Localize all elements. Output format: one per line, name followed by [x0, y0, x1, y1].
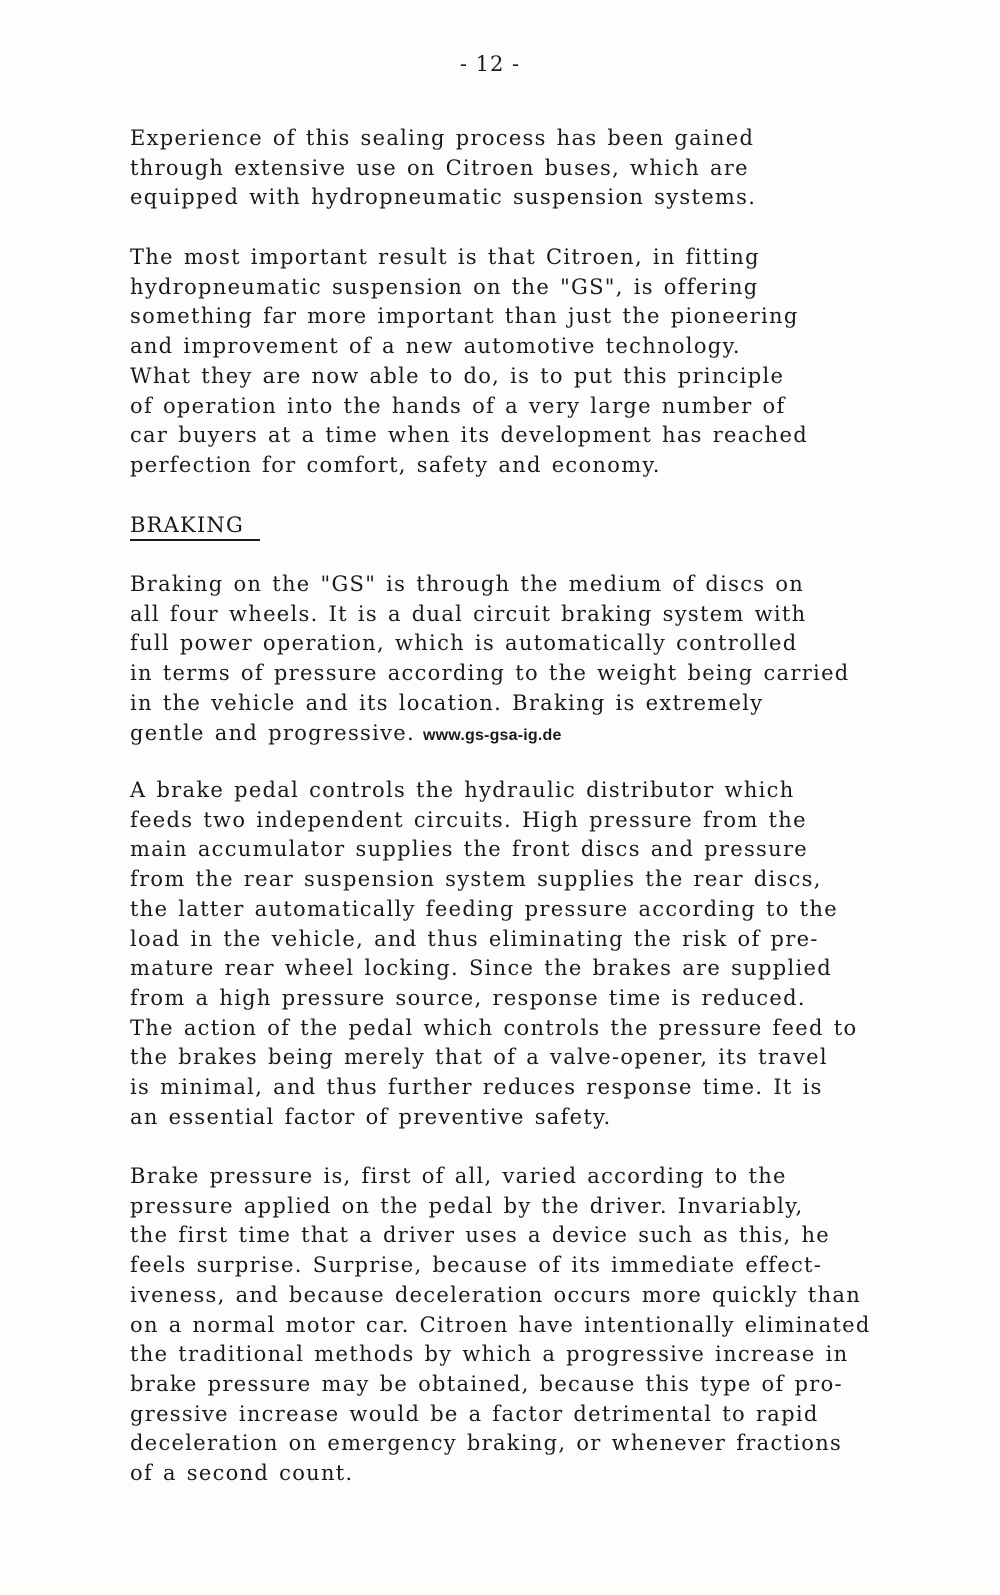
section-heading-braking: BRAKING [130, 513, 260, 541]
text-line: Brake pressure is, first of all, varied according to the [130, 1164, 787, 1188]
text-line: from a high pressure source, response time is reduced. [130, 985, 806, 1010]
text-line: Experience of this sealing process has been gained [130, 126, 755, 150]
text-line: is minimal, and thus further reduces response time. It is [130, 1075, 823, 1100]
text-line: the first time that a driver uses a device such as this, he [130, 1223, 831, 1248]
text-line: mature rear wheel locking. Since the brakes are supplied [130, 956, 832, 981]
text-line: hydropneumatic suspension on the "GS", is offering [130, 274, 759, 299]
paragraph-braking-intro [130, 570, 850, 750]
text-line: brake pressure may be obtained, because this type of pro- [130, 1371, 843, 1396]
text-line: car buyers at a time when its development has reached [130, 423, 808, 448]
text-line: full power operation, which is automatically controlled [130, 631, 798, 656]
text-line: iveness, and because deceleration occurs more quickly than [130, 1282, 862, 1307]
text-line: through extensive use on Citroen buses, which are [130, 155, 749, 180]
text-line: deceleration on emergency braking, or whenever fractions [130, 1431, 843, 1456]
paragraph-important-result [130, 243, 808, 481]
text-line: gressive increase would be a factor detrimental to rapid [130, 1401, 819, 1426]
text-line: from the rear suspension system supplies the rear discs, [130, 867, 822, 892]
paragraph-sealing-experience [130, 124, 756, 213]
paragraph-brake-pressure [130, 1162, 871, 1489]
text-line: an essential factor of preventive safety. [130, 1104, 612, 1129]
text-line: equipped with hydropneumatic suspension systems. [130, 185, 757, 210]
text-line: of a second count. [130, 1461, 354, 1486]
text-line: in terms of pressure according to the weight being carried [130, 661, 850, 686]
text-line: in the vehicle and its location. Braking is extremely [130, 690, 764, 715]
text-line: What they are now able to do, is to put this principle [130, 363, 785, 388]
text-line: on a normal motor car. Citroen have intentionally eliminated [130, 1312, 871, 1337]
paragraph-brake-pedal [130, 776, 857, 1132]
text-line: all four wheels. It is a dual circuit braking system with [130, 601, 807, 626]
text-line: the traditional methods by which a progressive increase in [130, 1342, 849, 1367]
text-line: something far more important than just the pioneering [130, 304, 799, 329]
text-line: The action of the pedal which controls the pressure feed to [130, 1015, 858, 1040]
text-line: A brake pedal controls the hydraulic distributor which [130, 778, 795, 802]
text-line: the latter automatically feeding pressure according to the [130, 896, 838, 921]
text-line: feels surprise. Surprise, because of its immediate effect- [130, 1253, 823, 1278]
watermark-url: www.gs-gsa-ig.de [423, 726, 562, 744]
text-line: load in the vehicle, and thus eliminating the risk of pre- [130, 926, 819, 951]
text-line: Braking on the "GS" is through the medium of discs on [130, 572, 805, 596]
text-line-end: gentle and progressive. [130, 720, 415, 745]
text-line: of operation into the hands of a very large number of [130, 393, 786, 418]
text-line: The most important result is that Citroen, in fitting [130, 245, 760, 269]
text-line: main accumulator supplies the front discs and pressure [130, 837, 809, 862]
text-line: perfection for comfort, safety and economy. [130, 452, 661, 477]
text-line: feeds two independent circuits. High pressure from the [130, 807, 807, 832]
page-number: - 12 - [459, 52, 521, 76]
text-line: pressure applied on the pedal by the driver. Invariably, [130, 1193, 804, 1218]
text-line [130, 719, 850, 751]
text-line: and improvement of a new automotive technology. [130, 334, 741, 359]
text-line: the brakes being merely that of a valve-opener, its travel [130, 1045, 828, 1070]
